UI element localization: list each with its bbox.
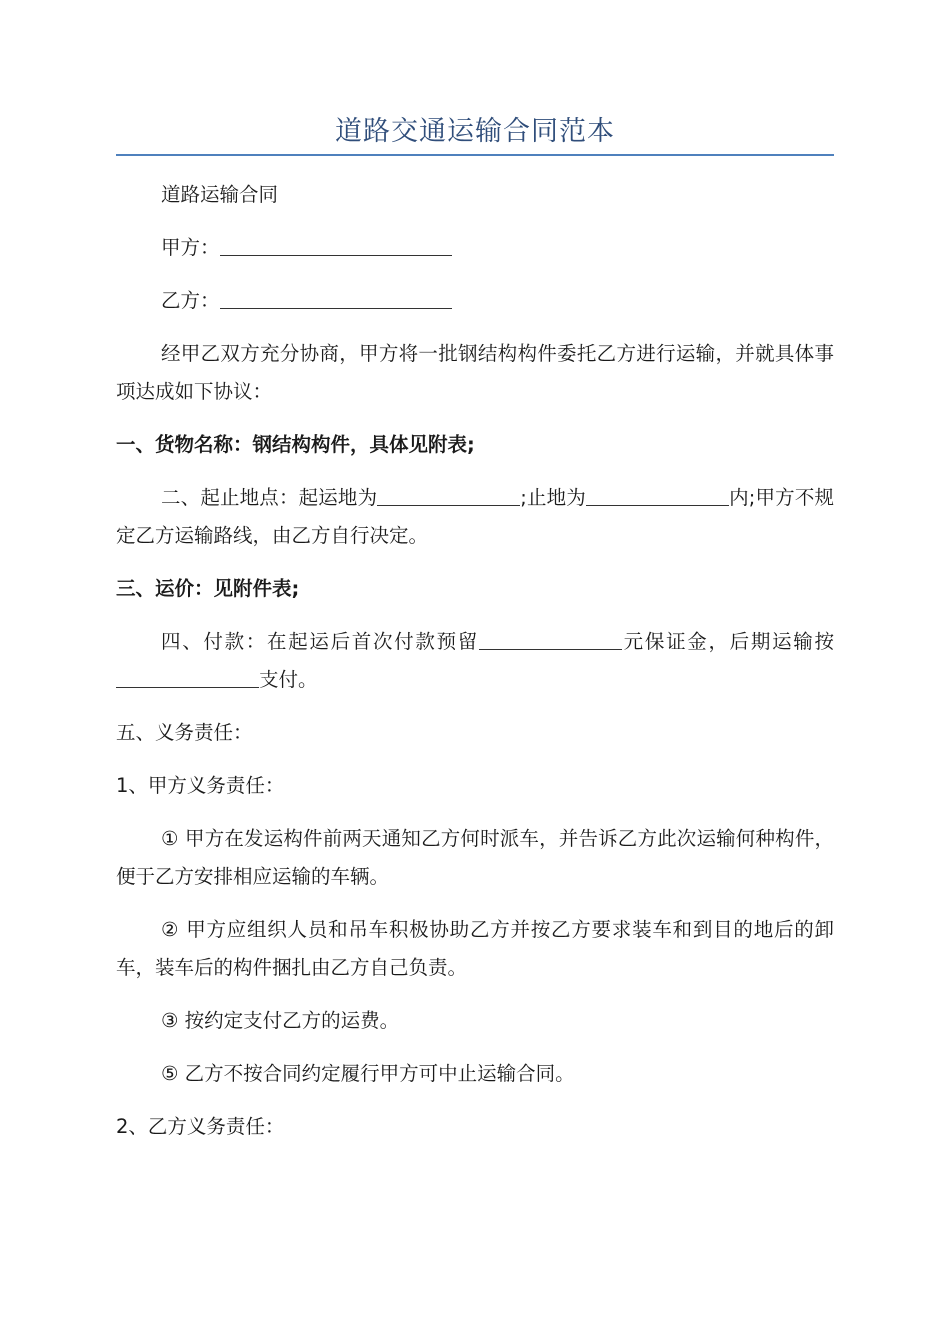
origin-blank	[377, 485, 520, 506]
party-b-line	[116, 282, 834, 320]
clause-4	[116, 623, 834, 699]
intro-paragraph: 经甲乙双方充分协商，甲方将一批钢结构构件委托乙方进行运输，并就具体事项达成如下协议：	[116, 342, 834, 403]
sub-2-heading: 2、乙方义务责任：	[116, 1115, 285, 1138]
sub-1-item-4: ⑤ 乙方不按合同约定履行甲方可中止运输合同。	[161, 1062, 575, 1085]
clause-5: 五、义务责任：	[116, 721, 253, 744]
clause-2-text-1: 二、起止地点：起运地为	[161, 486, 378, 509]
sub-1-heading: 1、甲方义务责任：	[116, 774, 285, 797]
party-b-label: 乙方：	[161, 289, 220, 312]
clause-3: 三、运价：见附件表;	[116, 577, 300, 600]
document-body	[116, 176, 834, 1161]
sub-1-item-1: ① 甲方在发运构件前两天通知乙方何时派车，并告诉乙方此次运输何种构件，便于乙方安排相应运输的车辆。	[116, 827, 834, 888]
party-a-blank	[220, 235, 452, 256]
document-title: 道路交通运输合同范本	[335, 116, 615, 147]
clause-2-text-2: ;止地为	[520, 486, 586, 509]
party-a-label: 甲方：	[161, 236, 220, 259]
clause-2-text-3: 内;甲方不规定乙方运输路线，由乙方自行决定。	[116, 486, 834, 547]
destination-blank	[586, 485, 729, 506]
sub-1-item-2: ② 甲方应组织人员和吊车积极协助乙方并按乙方要求装车和到目的地后的卸车，装车后的构件捆扎由乙方自己负责。	[116, 918, 834, 979]
clause-4-text-3: 支付。	[259, 668, 318, 691]
contract-name: 道路运输合同	[161, 183, 279, 206]
title-underline	[116, 154, 834, 156]
clause-4-text-1: 四、付款：在起运后首次付款预留	[161, 630, 479, 653]
clause-4-text-2: 元保证金，后期运输按	[621, 630, 834, 653]
party-b-blank	[220, 288, 452, 309]
party-a-line	[116, 229, 834, 267]
clause-2	[116, 479, 834, 555]
deposit-blank	[479, 629, 622, 650]
clause-1: 一、货物名称：钢结构构件，具体见附表;	[116, 433, 475, 456]
payment-terms-blank	[116, 667, 259, 688]
sub-1-item-3: ③ 按约定支付乙方的运费。	[161, 1009, 400, 1032]
